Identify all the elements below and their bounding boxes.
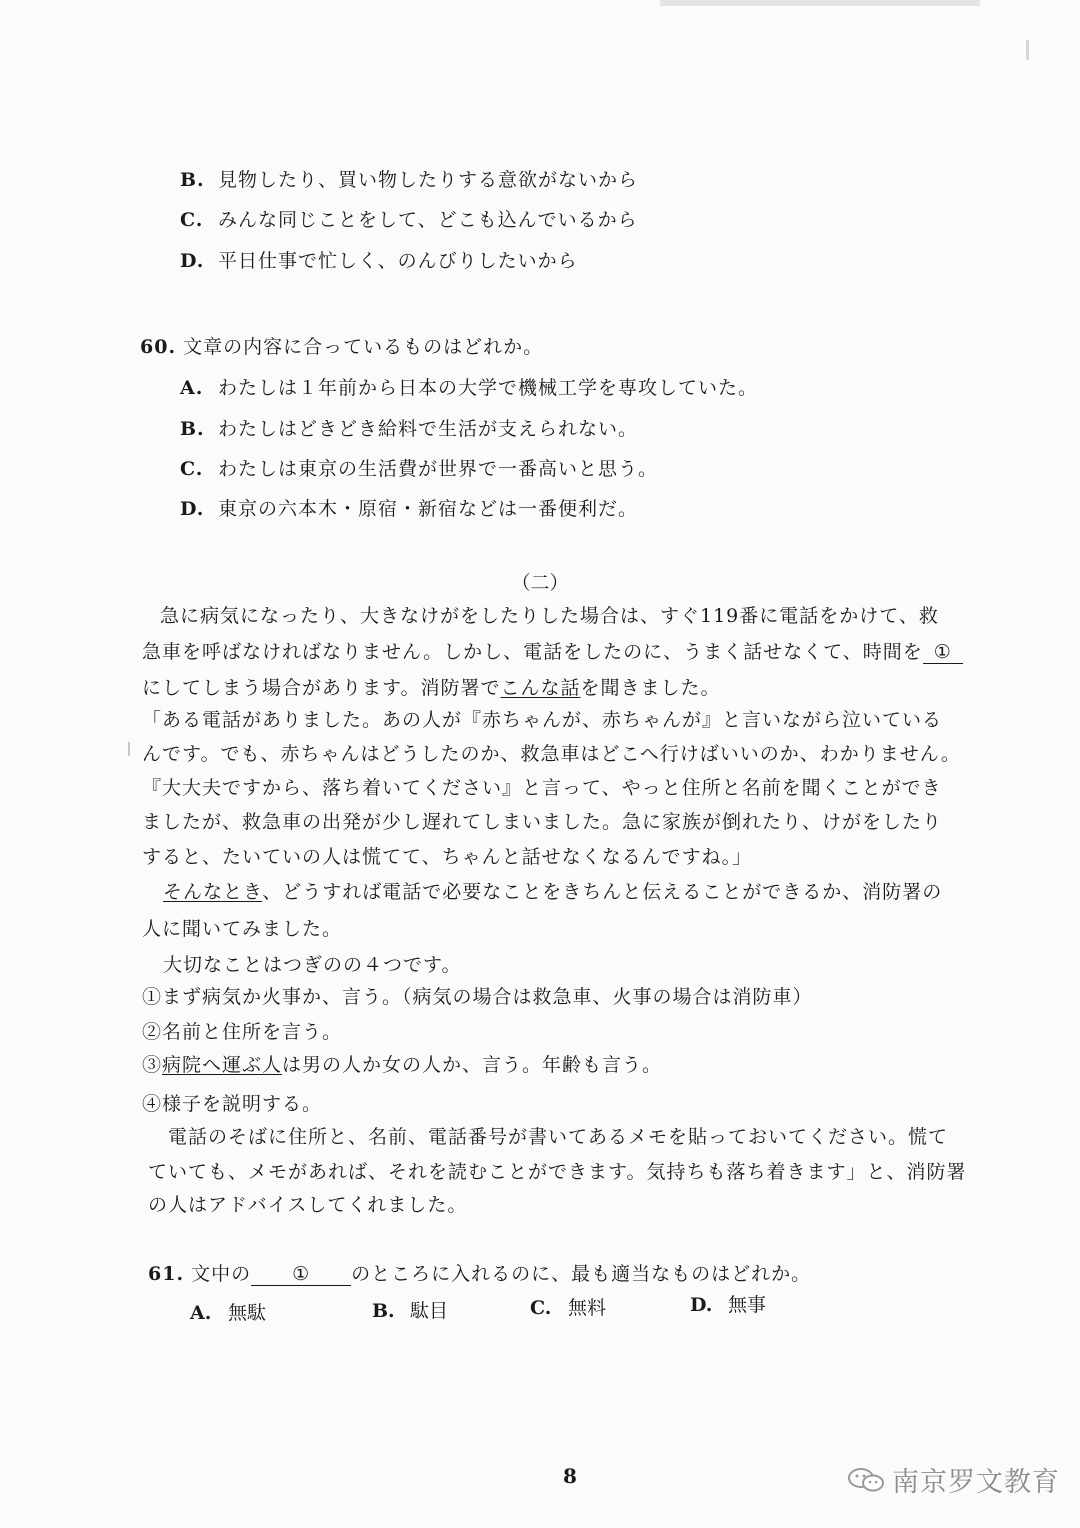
passage-list-item: ①まず病気か火事か、言う。（病気の場合は救急車、火事の場合は消防車） — [142, 986, 813, 1008]
passage-line: 「ある電話がありました。あの人が『赤ちゃんが、赤ちゃんが』と言いながら泣いている — [142, 709, 943, 731]
passage-line: すると、たいていの人は慌てて、ちゃんと話せなくなるんですね。」 — [142, 846, 753, 868]
scan-artifact — [660, 0, 980, 6]
passage-line: そんなとき、どうすれば電話で必要なことをきちんと伝えることができるか、消防署の — [163, 881, 943, 903]
q60-stem: 60. 文章の内容に合っているものはどれか。 — [140, 336, 544, 358]
blank-1: ① — [251, 1263, 351, 1286]
q60-option-b: B. わたしはどきどき給料で生活が支えられない。 — [180, 418, 639, 440]
q61-option-c: C. 無料 — [530, 1297, 607, 1319]
watermark-text: 南京罗文教育 — [892, 1467, 1060, 1498]
passage-line: ていても、メモがあれば、それを読むことができます。気持ちも落ち着きます」と、消防署 — [148, 1161, 967, 1183]
underlined-phrase: そんなとき — [163, 881, 263, 903]
passage-line: ましたが、救急車の出発が少し遅れてしまいました。急に家族が倒れたり、けがをしたり — [142, 811, 943, 833]
passage-list-item: ③病院へ運ぶ人は男の人か女の人か、言う。年齢も言う。 — [142, 1054, 663, 1076]
passage-line: 電話のそばに住所と、名前、電話番号が書いてあるメモを貼っておいてください。慌て — [168, 1126, 949, 1148]
q60-option-a: A. わたしは１年前から日本の大学で機械工学を専攻していた。 — [180, 377, 759, 399]
blank-1: ① — [923, 641, 963, 664]
scan-artifact — [1026, 40, 1029, 60]
q60-option-c: C. わたしは東京の生活費が世界で一番高いと思う。 — [180, 458, 659, 480]
q61-option-a: A. 無駄 — [190, 1302, 267, 1324]
passage-list-item: ④様子を説明する。 — [142, 1093, 323, 1115]
passage-line: の人はアドバイスしてくれました。 — [148, 1194, 468, 1216]
passage-line: にしてしまう場合があります。消防署でこんな話を聞きました。 — [142, 677, 721, 699]
wechat-icon — [846, 1466, 886, 1494]
q59-option-d: D. 平日仕事で忙しく、のんびりしたいから — [180, 250, 578, 272]
passage-line: 急に病気になったり、大きなけがをしたりした場合は、すぐ119番に電話をかけて、救 — [160, 605, 939, 627]
underlined-phrase: こんな話 — [500, 677, 581, 699]
q59-option-b: B. 見物したり、買い物したりする意欲がないから — [180, 169, 639, 191]
passage-line: んです。でも、赤ちゃんはどうしたのか、救急車はどこへ行けばいいのか、わかりません。 — [142, 743, 961, 765]
q60-option-d: D. 東京の六本木・原宿・新宿などは一番便利だ。 — [180, 498, 639, 520]
q59-option-c: C. みんな同じことをして、どこも込んでいるから — [180, 209, 638, 231]
page-number: 8 — [563, 1464, 577, 1488]
q61-stem: 61. 文中の ① のところに入れるのに、最も適当なものはどれか。 — [148, 1263, 812, 1285]
underlined-phrase: 病院へ運ぶ人 — [162, 1054, 283, 1076]
scan-artifact — [128, 742, 130, 756]
q61-option-b: B. 駄目 — [372, 1300, 449, 1322]
section-title: （二） — [511, 572, 569, 594]
passage-line: 『大大夫ですから、落ち着いてください』と言って、やっと住所と名前を聞くことができ — [142, 777, 942, 799]
passage-line: 人に聞いてみました。 — [142, 918, 343, 940]
watermark — [846, 1460, 1060, 1499]
passage-line: 急車を呼ばなければなりません。しかし、電話をしたのに、うまく話せなくて、時間を ① — [142, 640, 963, 664]
passage-line: 大切なことはつぎのの４つです。 — [163, 954, 462, 976]
q61-option-d: D. 無事 — [690, 1294, 767, 1316]
passage-list-item: ②名前と住所を言う。 — [142, 1021, 343, 1043]
